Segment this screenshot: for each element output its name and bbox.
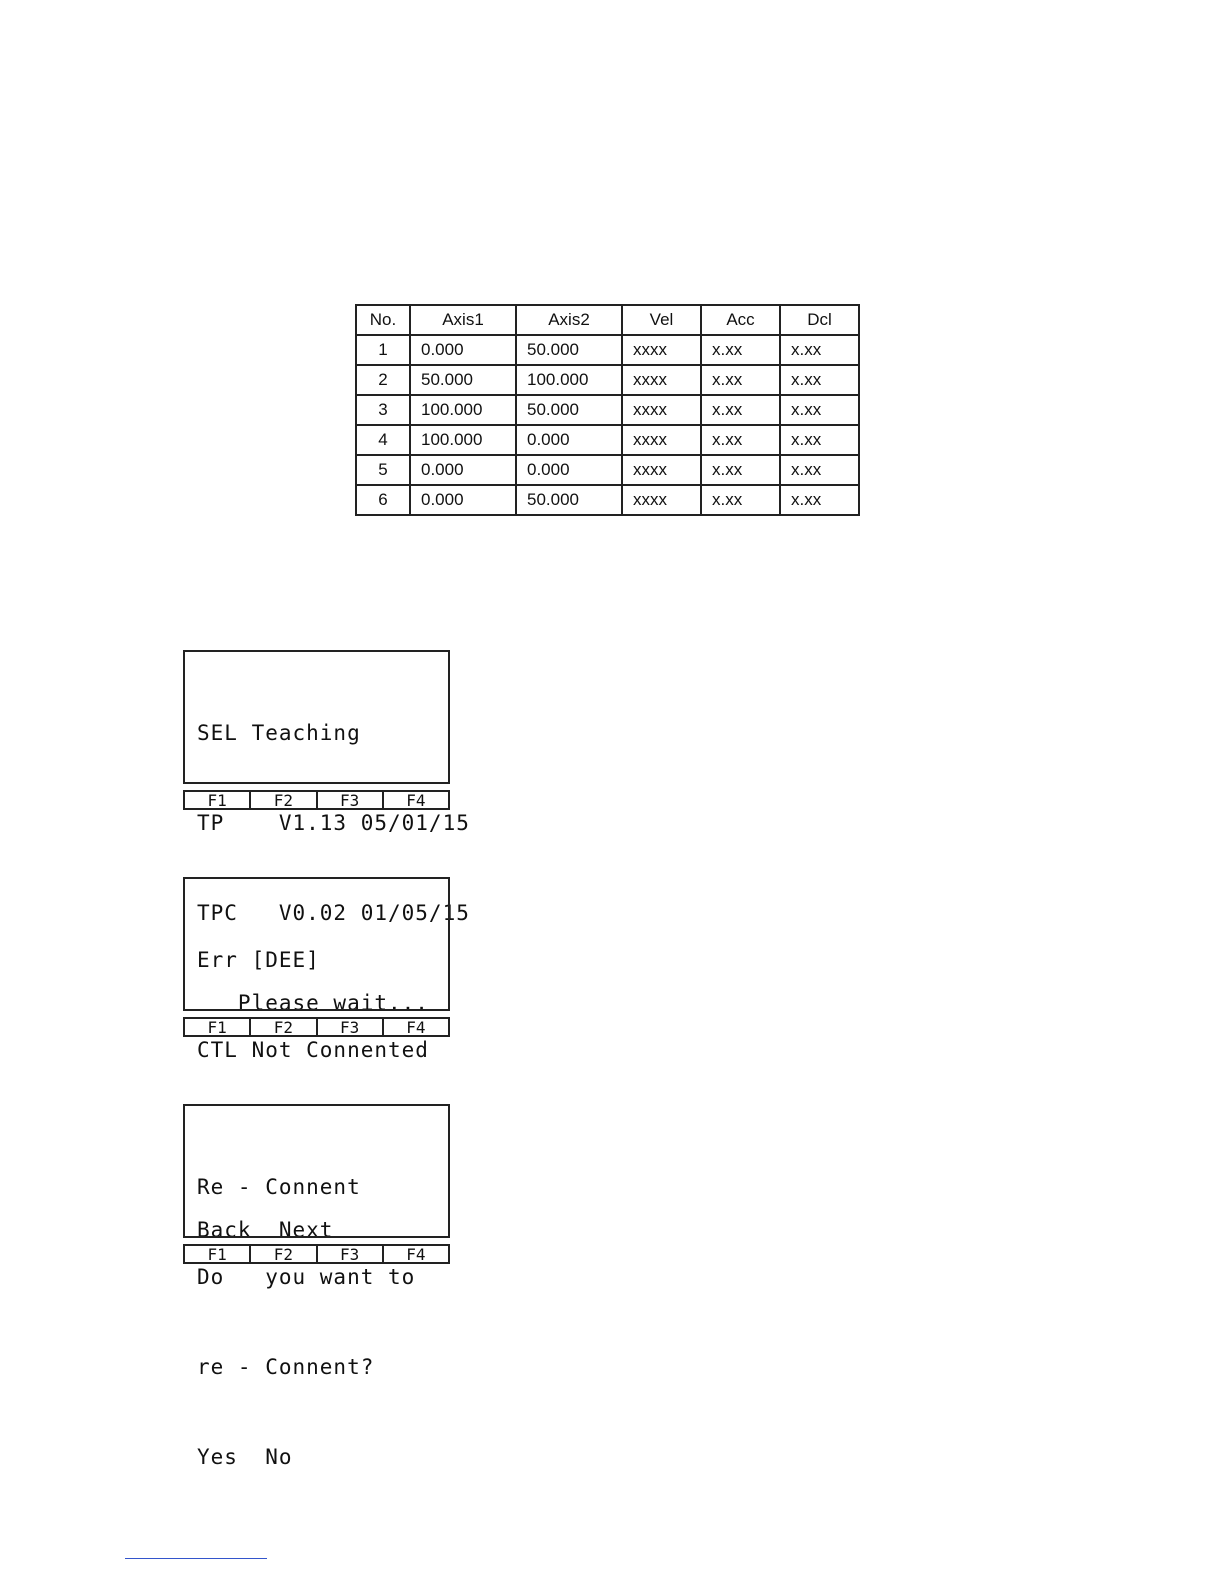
cell-axis2: 50.000 <box>516 395 622 425</box>
cell-axis1: 0.000 <box>410 335 516 365</box>
cell-acc: x.xx <box>701 425 780 455</box>
lcd-line: Yes No <box>197 1445 293 1469</box>
f3-key[interactable]: F3 <box>318 1019 384 1035</box>
cell-no: 2 <box>356 365 410 395</box>
f3-key[interactable]: F3 <box>318 792 384 808</box>
lcd-line: SEL Teaching <box>197 721 361 745</box>
footnote-divider <box>125 1558 267 1559</box>
lcd-line: Err [DEE] <box>197 948 320 972</box>
lcd-reconnect-screen <box>183 1104 450 1469</box>
cell-acc: x.xx <box>701 335 780 365</box>
cell-acc: x.xx <box>701 455 780 485</box>
cell-vel: xxxx <box>622 365 701 395</box>
lcd-line: TPC V0.02 01/05/15 <box>197 901 470 925</box>
f4-key[interactable]: F4 <box>406 1018 426 1037</box>
header-axis1: Axis1 <box>410 305 516 335</box>
f2-key[interactable]: F2 <box>251 1246 317 1262</box>
cell-acc: x.xx <box>701 485 780 515</box>
cell-vel: xxxx <box>622 395 701 425</box>
header-no: No. <box>356 305 410 335</box>
cell-dcl: x.xx <box>780 335 859 365</box>
lcd-line: Back Next <box>197 1218 334 1242</box>
function-key-bar <box>183 1244 450 1264</box>
table-row <box>356 485 859 515</box>
header-vel: Vel <box>622 305 701 335</box>
lcd-line: TP V1.13 05/01/15 <box>197 811 470 835</box>
table-row <box>356 365 859 395</box>
cell-vel: xxxx <box>622 335 701 365</box>
table-row <box>356 395 859 425</box>
f4-key[interactable]: F4 <box>406 1245 426 1264</box>
cell-axis1: 100.000 <box>410 425 516 455</box>
cell-no: 5 <box>356 455 410 485</box>
cell-acc: x.xx <box>701 365 780 395</box>
cell-no: 3 <box>356 395 410 425</box>
cell-dcl: x.xx <box>780 395 859 425</box>
cell-vel: xxxx <box>622 485 701 515</box>
cell-dcl: x.xx <box>780 455 859 485</box>
f4-key[interactable]: F4 <box>406 791 426 810</box>
cell-axis2: 50.000 <box>516 335 622 365</box>
cell-vel: xxxx <box>622 425 701 455</box>
table-row <box>356 335 859 365</box>
f1-key[interactable]: F1 <box>185 1246 251 1262</box>
lcd-line: Re - Connent <box>197 1175 361 1199</box>
lcd-line: re - Connent? <box>197 1355 375 1379</box>
function-key-bar <box>183 790 450 810</box>
cell-axis2: 50.000 <box>516 485 622 515</box>
cell-axis1: 50.000 <box>410 365 516 395</box>
f2-key[interactable]: F2 <box>251 1019 317 1035</box>
cell-axis1: 0.000 <box>410 455 516 485</box>
lcd-line: Please wait... <box>197 991 429 1015</box>
table-row <box>356 425 859 455</box>
point-table <box>355 304 860 516</box>
cell-axis2: 0.000 <box>516 455 622 485</box>
table-header-row <box>356 305 859 335</box>
cell-dcl: x.xx <box>780 485 859 515</box>
header-dcl: Dcl <box>780 305 859 335</box>
cell-no: 1 <box>356 335 410 365</box>
cell-acc: x.xx <box>701 395 780 425</box>
cell-axis1: 100.000 <box>410 395 516 425</box>
cell-axis2: 100.000 <box>516 365 622 395</box>
cell-axis2: 0.000 <box>516 425 622 455</box>
cell-axis1: 0.000 <box>410 485 516 515</box>
table-row <box>356 455 859 485</box>
f1-key[interactable]: F1 <box>185 792 251 808</box>
cell-dcl: x.xx <box>780 425 859 455</box>
cell-no: 4 <box>356 425 410 455</box>
f2-key[interactable]: F2 <box>251 792 317 808</box>
cell-no: 6 <box>356 485 410 515</box>
header-acc: Acc <box>701 305 780 335</box>
lcd-line: Do you want to <box>197 1265 416 1289</box>
function-key-bar <box>183 1017 450 1037</box>
cell-vel: xxxx <box>622 455 701 485</box>
cell-dcl: x.xx <box>780 365 859 395</box>
lcd-line: CTL Not Connented <box>197 1038 429 1062</box>
header-axis2: Axis2 <box>516 305 622 335</box>
f1-key[interactable]: F1 <box>185 1019 251 1035</box>
f3-key[interactable]: F3 <box>318 1246 384 1262</box>
